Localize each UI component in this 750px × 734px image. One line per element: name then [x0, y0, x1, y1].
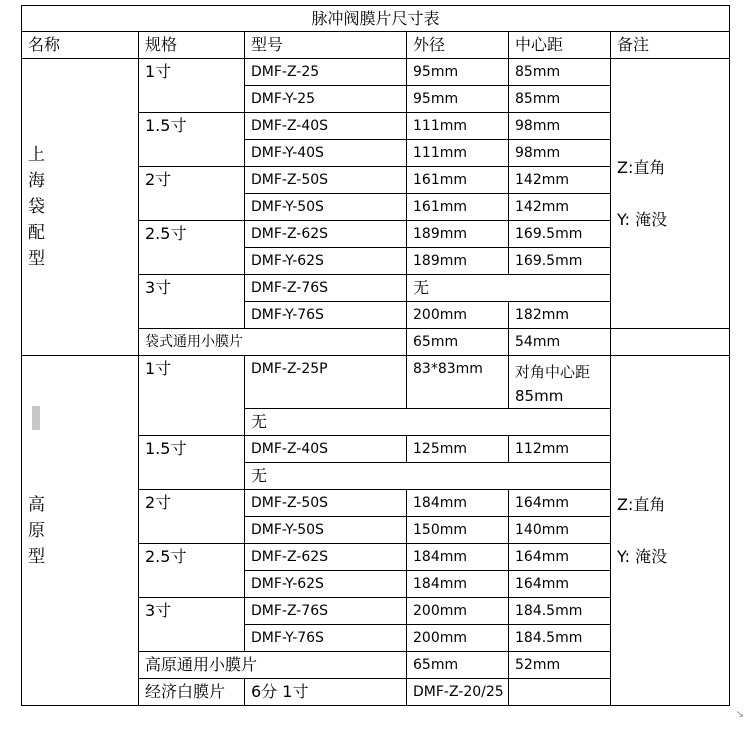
- model-cell: DMF-Y-62S: [245, 248, 407, 275]
- cd-cell: 52mm: [509, 652, 611, 679]
- header-spec: 规格: [139, 32, 245, 59]
- od-cell: 161mm: [407, 167, 509, 194]
- od-cell: [509, 679, 611, 706]
- cd-cell: 184.5mm: [509, 598, 611, 625]
- cd-cell: 98mm: [509, 140, 611, 167]
- model-cell: DMF-Z-50S: [245, 167, 407, 194]
- remark-empty: [611, 329, 730, 356]
- cd-cell: 85mm: [509, 86, 611, 113]
- header-remark: 备注: [611, 32, 730, 59]
- cd-cell: 169.5mm: [509, 221, 611, 248]
- spec-cell: 1.5寸: [139, 113, 245, 167]
- cd-cell: 164mm: [509, 490, 611, 517]
- od-cell: 184mm: [407, 490, 509, 517]
- group-name-label: 高原型: [28, 494, 45, 567]
- spec-cell: 2寸: [139, 490, 245, 544]
- od-cell: 184mm: [407, 544, 509, 571]
- model-cell: DMF-Y-76S: [245, 302, 407, 329]
- od-cell: 200mm: [407, 598, 509, 625]
- cd-cell: 164mm: [509, 544, 611, 571]
- model-cell: DMF-Z-76S: [245, 598, 407, 625]
- remark-plateau: [611, 356, 730, 706]
- od-cell: 189mm: [407, 248, 509, 275]
- model-cell: DMF-Z-62S: [245, 221, 407, 248]
- spec-cell: 3寸: [139, 598, 245, 652]
- group-name-label: 上海袋配型: [28, 145, 45, 269]
- table-container: [21, 5, 730, 706]
- cd-cell: 54mm: [509, 329, 611, 356]
- spec-cell: 6分 1寸: [245, 679, 407, 706]
- cd-cell: 142mm: [509, 194, 611, 221]
- header-model: 型号: [245, 32, 407, 59]
- resize-corner-icon: ↘: [735, 709, 744, 720]
- header-outer-diameter: 外径: [407, 32, 509, 59]
- cd-cell: 85mm: [509, 59, 611, 86]
- diaphragm-size-table: [21, 5, 730, 706]
- od-cell: 111mm: [407, 113, 509, 140]
- small-diaphragm-label: 高原通用小膜片: [139, 652, 407, 679]
- spec-cell: 3寸: [139, 275, 245, 329]
- model-cell: DMF-Y-50S: [245, 194, 407, 221]
- decorative-marker: [32, 406, 40, 430]
- cd-cell: 140mm: [509, 517, 611, 544]
- spec-cell: 2.5寸: [139, 221, 245, 275]
- od-cell: 95mm: [407, 59, 509, 86]
- model-cell: DMF-Z-25: [245, 59, 407, 86]
- model-cell: DMF-Z-40S: [245, 436, 407, 463]
- cd-cell: 182mm: [509, 302, 611, 329]
- cd-cell: [509, 356, 611, 409]
- none-cell: 无: [245, 409, 611, 436]
- od-cell: 150mm: [407, 517, 509, 544]
- spec-cell: 2.5寸: [139, 544, 245, 598]
- od-cell: 189mm: [407, 221, 509, 248]
- header-center-distance: 中心距: [509, 32, 611, 59]
- none-cell: 无: [245, 463, 611, 490]
- note-z: Z:直角: [617, 157, 666, 177]
- cd-cell: 112mm: [509, 436, 611, 463]
- remark-shanghai: [611, 59, 730, 329]
- model-cell: DMF-Z-62S: [245, 544, 407, 571]
- od-cell: 83*83mm: [407, 356, 509, 409]
- none-cell: 无: [407, 275, 611, 302]
- table-title: 脉冲阀膜片尺寸表: [22, 6, 730, 32]
- od-cell: 65mm: [407, 652, 509, 679]
- spec-cell: 1.5寸: [139, 436, 245, 490]
- od-cell: 95mm: [407, 86, 509, 113]
- note-y: Y: 淹没: [617, 209, 668, 229]
- od-cell: 161mm: [407, 194, 509, 221]
- cd-cell: 169.5mm: [509, 248, 611, 275]
- group-name-economy: 经济白膜片: [139, 679, 245, 706]
- od-cell: 65mm: [407, 329, 509, 356]
- model-cell: DMF-Y-50S: [245, 517, 407, 544]
- cd-cell: 184.5mm: [509, 625, 611, 652]
- model-cell: DMF-Y-76S: [245, 625, 407, 652]
- spec-cell: 1寸: [139, 356, 245, 436]
- od-cell: 200mm: [407, 625, 509, 652]
- model-cell: DMF-Z-40S: [245, 113, 407, 140]
- header-name: 名称: [22, 32, 139, 59]
- diagonal-center-distance: 对角中心距 85mm: [515, 363, 591, 405]
- note-y: Y: 淹没: [617, 546, 668, 566]
- group-name-shanghai: [22, 59, 139, 356]
- model-cell: DMF-Y-25: [245, 86, 407, 113]
- model-cell: DMF-Z-50S: [245, 490, 407, 517]
- model-cell: DMF-Z-76S: [245, 275, 407, 302]
- spec-cell: 1寸: [139, 59, 245, 113]
- model-cell: DMF-Z-25P: [245, 356, 407, 409]
- od-cell: 125mm: [407, 436, 509, 463]
- note-z: Z:直角: [617, 494, 666, 514]
- cd-cell: 98mm: [509, 113, 611, 140]
- spec-cell: 2寸: [139, 167, 245, 221]
- small-diaphragm-label: 袋式通用小膜片: [139, 329, 407, 356]
- cd-cell: 164mm: [509, 571, 611, 598]
- od-cell: 111mm: [407, 140, 509, 167]
- model-cell: DMF-Z-20/25: [407, 679, 509, 706]
- cd-cell: 142mm: [509, 167, 611, 194]
- model-cell: DMF-Y-62S: [245, 571, 407, 598]
- model-cell: DMF-Y-40S: [245, 140, 407, 167]
- od-cell: 184mm: [407, 571, 509, 598]
- od-cell: 200mm: [407, 302, 509, 329]
